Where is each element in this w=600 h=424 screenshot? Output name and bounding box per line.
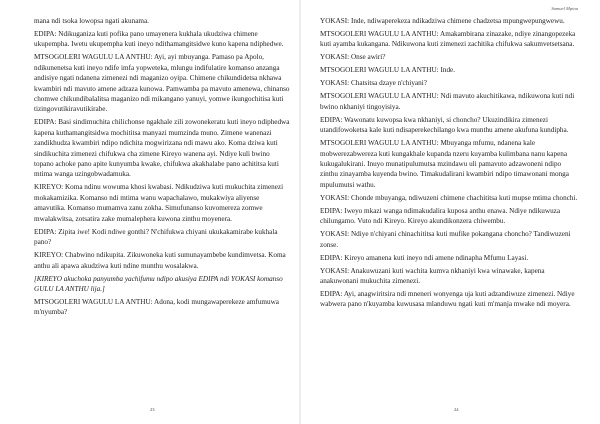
dialogue-paragraph: EDIPA: Kireyo amanena kuti ineyo ndi amene ndinapha Mfumu Layasi. [320,253,529,262]
dialogue-paragraph: EDIPA: Iweyo mkazi wanga ndimakudalira kuposa anthu enawa. Ndiye ndikuwuza chilungamo. Vuto ndi Kireyo. Kireyo akundikonzera chiwembu. [320,206,561,226]
dialogue-paragraph: YOKASI: Inde, ndiwaperekeza ndikadziwa chimene chadzetsa mpungwepungwewu. [320,17,565,25]
dialogue-paragraph: YOKASI: Ndiye n'chiyani chinachititsa kuti mufike pokangana choncho? Tandiwuzeni zonse. [320,230,571,249]
dialogue-paragraph: KIREYO: Koma ndinu wowuma khosi kwabasi. Ndikudziwa kuti mukuchita zimenezi mokakamizika. Komanso ndi mtima wanu wapachalawo, mukakwiya aliyense amavutika. Komanso mumamva zanu zokha. Simufunanso kuvomereza zomwe mwalakwitsa, zotsatira zake mumalephera kuwona zinthu moyenera. [34,183,284,223]
dialogue-paragraph: YOKASI: Chatsitsa dzaye n'chiyani? [320,79,427,88]
dialogue-paragraph: MTSOGOLERI WAGULU LA ANTHU: Amakambirana zinazake, ndiye zinangopezeka kuti ayamba kukangana. Ndikuwona kuti zimenezi zachitika chifukwa sakumvetsetsana. [320,30,576,49]
dialogue-paragraph: EDIPA: Wawonatu kuwopsa kwa nkhaniyi, si choncho? Ukuzindikira zimenezi utandifowoketsa kale kuti ndisaperekechilango kwa munthu amene akufuna kundipha. [320,115,569,135]
dialogue-paragraph: EDIPA: Basi sindimuchita chilichonse ngakhale zili zowonekeratu kuti ineyo ndiphedwa kapena kuthamangitsidwa mochititsa manyazi mumzinda muno. Zimene wanenazi zandikhudza kwambiri ndipo ndichita mogwirizana ndi mawu ako. Koma dziwa kuti sindikuchita zimenezi chifukwa cha zimene Kireyo wanena ayi. Ndiye kuli bwino topano achoke pano apite kunyumba kwake, chifukwa akakhalabe pano achititsa kuti mtima wanga uzingobwadamuka. [34,118,290,179]
right-page [300,0,600,424]
dialogue-paragraph: YOKASI: Chonde mbuyanga, ndiwuzeni chimene chachititsa kuti mupse mtima chonchi. [320,193,578,202]
dialogue-paragraph: EDIPA: Zipita iwe! Kodi ndiwe gonthi? N'chifukwa chiyani ukukakamirabe kukhala pano? [34,227,278,247]
right-page-number: 24 [454,407,459,412]
stage-direction: [KIREYO akuchoka panyumba yachifumu ndipo akusiya EDIPA ndi YOKASI komanso GULU LA ANTHU lija.] [34,274,283,293]
running-head: Samuel Mpina [551,6,578,11]
dialogue-paragraph: MTSOGOLERI WAGULU LA ANTHU: Mbuyanga mfumu, ndanena kale mobwerezabwereza kuti kungakhale kupanda nzeru kuyamba kulimbana nanu kapena kukugalukirani. Inuyo munatipulumutsa mzindawu uli pamavuto adzawoneni ndipo zinthu zinayamba kuyenda bwino. Timakudalirani kwambiri ndipo timawonani monga mpulumutsi wathu. [320,139,569,189]
dialogue-paragraph: MTSOGOLERI WAGULU LA ANTHU: Ayi, ayi mbuyanga. Pamaso pa Apolo, ndikunenetsa kuti ineyo ndife imfa yopweteka, mlungu indifulatire komanso anzanga andisiye ngati ndanena zimenezi ndi maganizo oyipa. Chimene chikundidetsa nkhawa kwambiri ndi mavuto amene adzaza kunowa. Pamwamba pa mavuto amenewa, chinanso chomwe chikundibalalitsa maganizo ndi mikangano yanuyi, yomwe ikungochitisa kuti tizingovutikiravutikirabe. [34,53,290,114]
left-page-body [34,16,290,318]
dialogue-paragraph: MTSOGOLERI WAGULU LA ANTHU: Inde. [320,66,456,75]
dialogue-paragraph: YOKASI: Onse awiri? [320,53,386,62]
dialogue-paragraph: YOKASI: Anakuwuzani kuti wachita kumva nkhaniyi kwa winawake, kapena anakuwonani mukuchita zimenezi. [320,266,545,286]
dialogue-paragraph: MTSOGOLERI WAGULU LA ANTHU: Ndi mavuto akuchitikawa, ndikuwona kuti ndi bwino nkhaniyi tingoyisiya. [320,92,575,111]
dialogue-paragraph: mana ndi tsoka lowopsa ngati akunama. [34,17,149,25]
dialogue-paragraph: EDIPA: Ayi, anagwiritsira ndi mneneri wonyenga uja kuti adzandiwuze zimenezi. Ndiye wabwera pano n'kuyamba kuwusasa mlanduwu ngati kuti m'manja mwake ndi moyera. [320,290,575,309]
right-page-body [320,16,578,310]
dialogue-paragraph: KIREYO: Chabwino ndikupita. Zikuwoneka kuti sumunayambebe kundimvetsa. Koma anthu ali apawa akudziwa kuti ndine munthu wosalakwa. [34,251,286,270]
dialogue-paragraph: MTSOGOLERI WAGULU LA ANTHU: Adona, kodi mungawaperekeze amfumuwa m'nyumba? [34,297,279,317]
dialogue-paragraph: EDIPA: Ndikuganiza kuti pofika pano umayenera kukhala ukudziwa chimene ukupempha. Iwetu ukupempha kuti ineyo ndithamangitsidwe kuno kapena ndiphedwe. [34,30,284,49]
left-page-number: 23 [150,407,155,412]
